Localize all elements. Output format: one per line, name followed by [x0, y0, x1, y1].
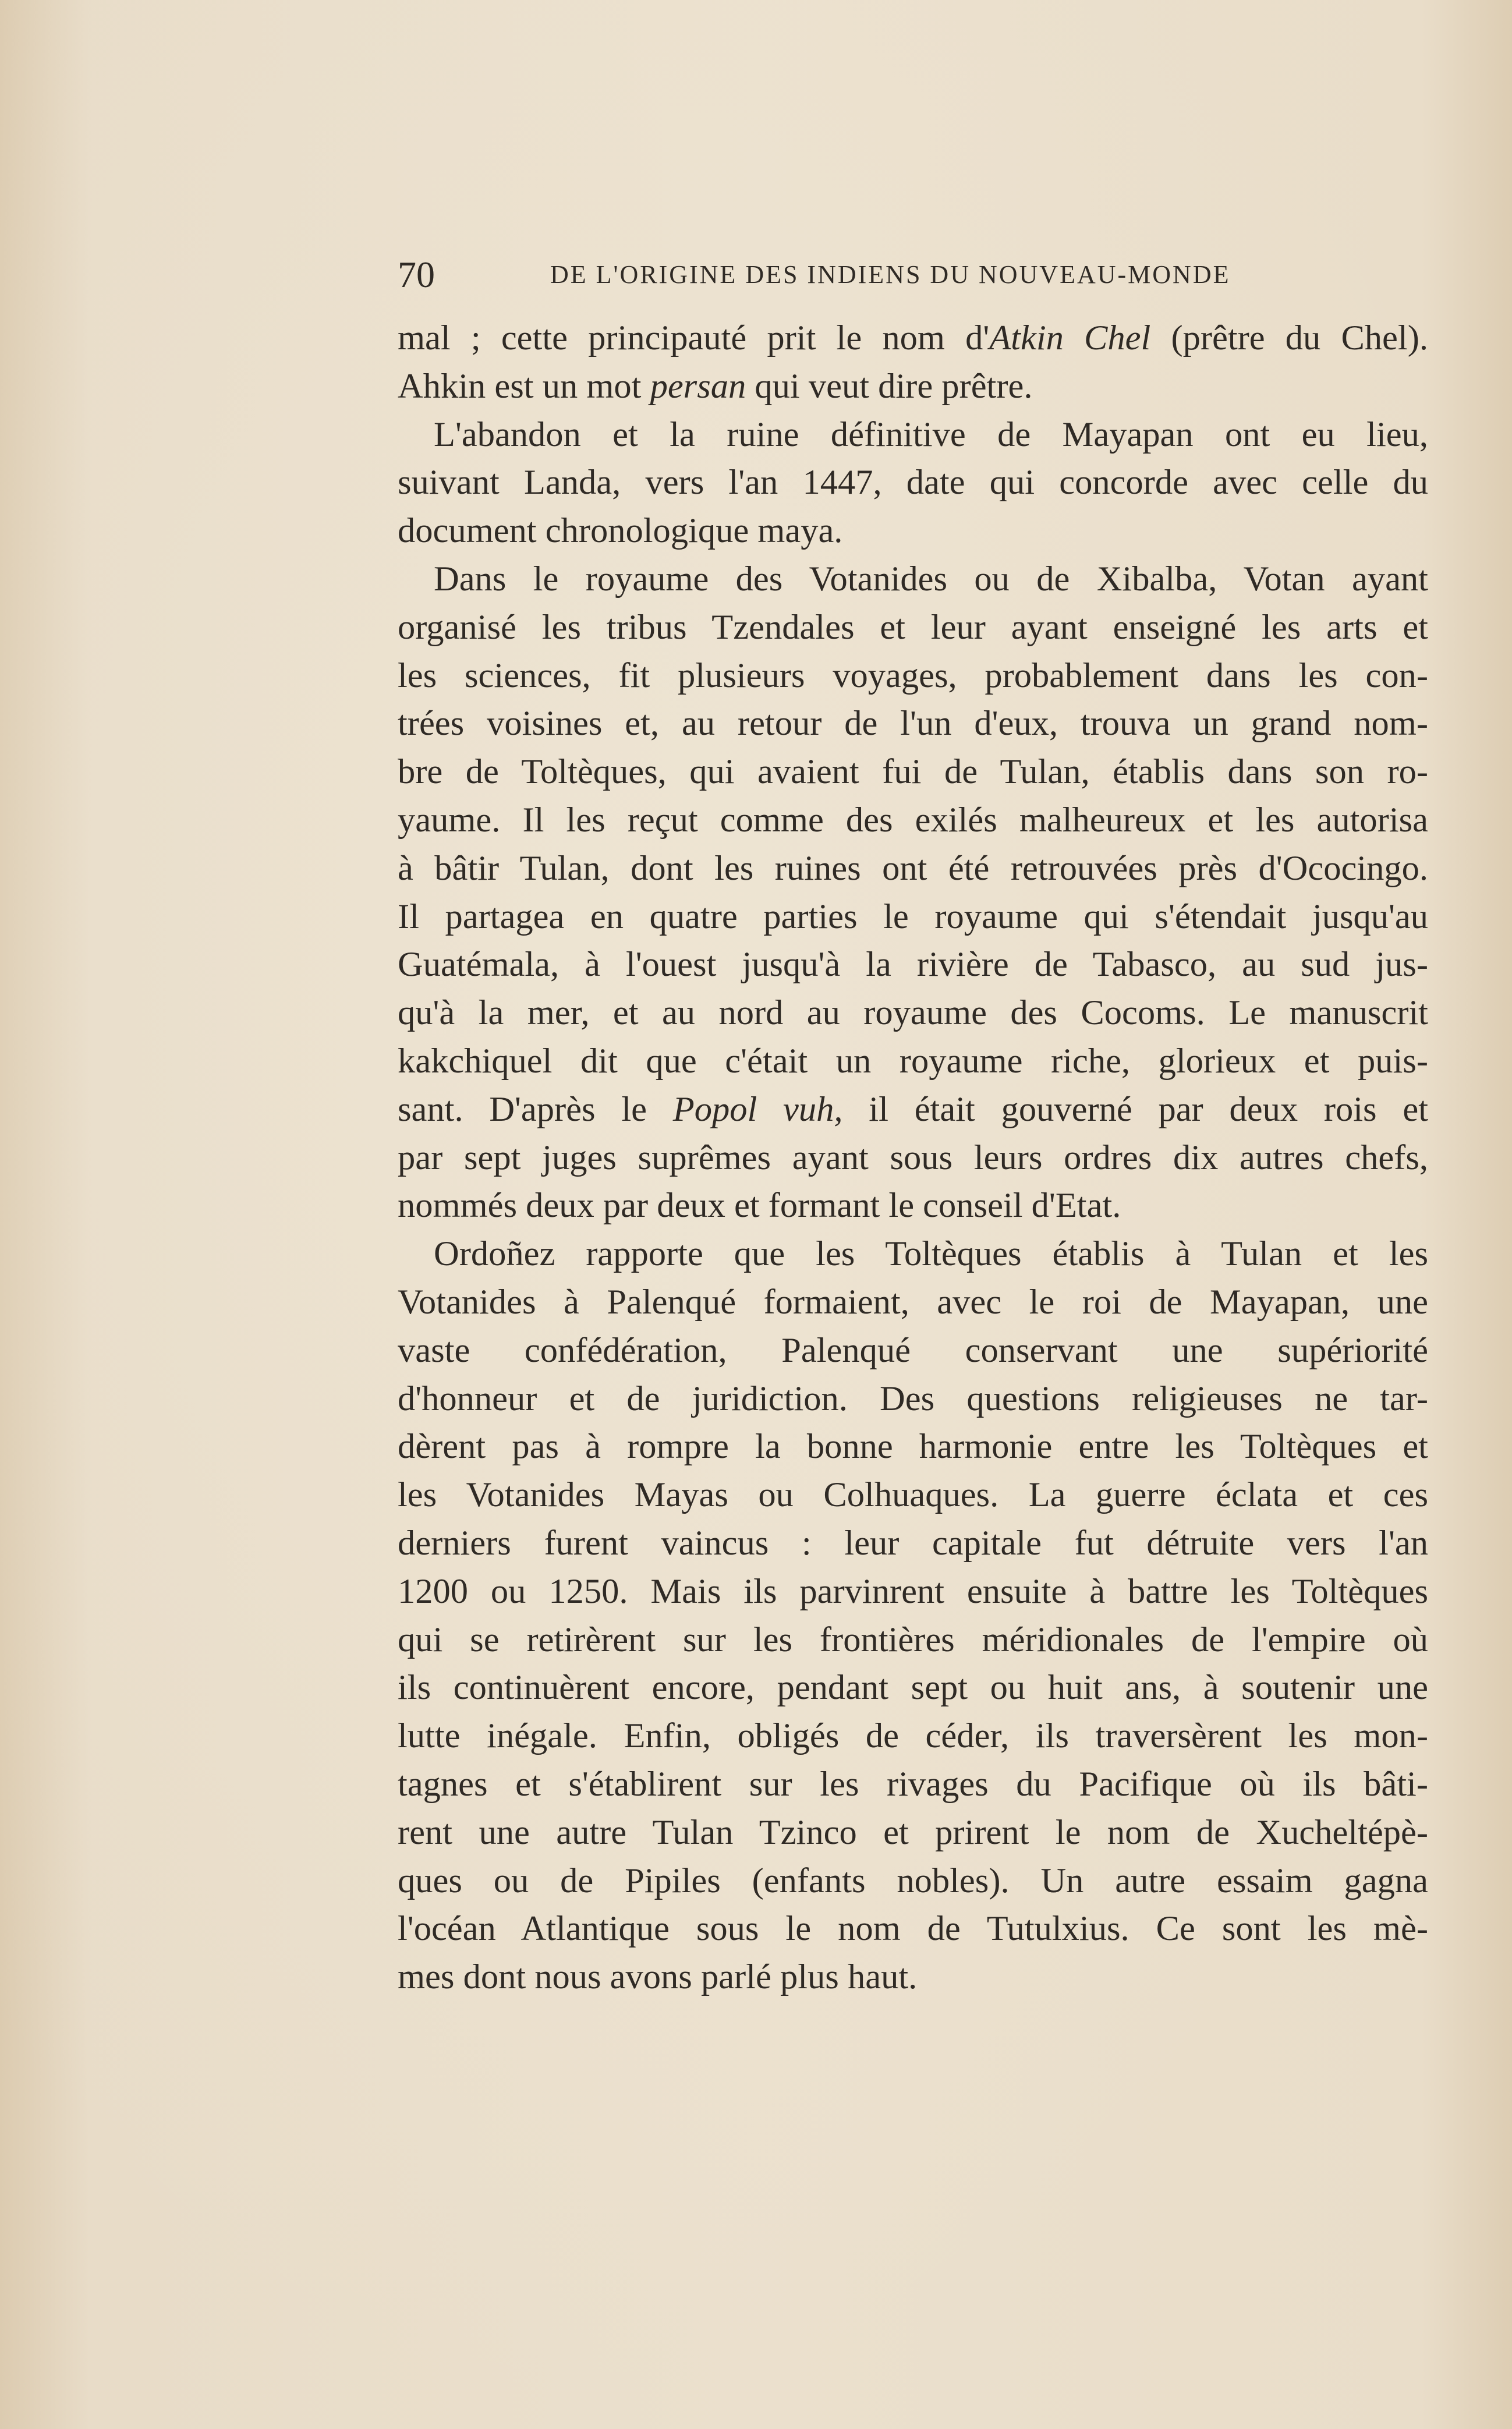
text-line: Ordoñez rapporte que les Toltèques établis à Tulan et les: [434, 1234, 1428, 1274]
text-line: ques ou de Pipiles (enfants nobles). Un autre essaim gagna: [398, 1861, 1428, 1900]
text-line: dèrent pas à rompre la bonne harmonie entre les Toltèques et: [398, 1427, 1428, 1467]
text-line: Dans le royaume des Votanides ou de Xibalba, Votan ayant: [434, 559, 1428, 599]
text-line: yaume. Il les reçut comme des exilés malheureux et les autorisa: [398, 800, 1428, 840]
text-line: l'océan Atlantique sous le nom de Tutulxius. Ce sont les mè-: [398, 1909, 1428, 1949]
page-number: 70: [398, 254, 435, 295]
text-line: Guatémala, à l'ouest jusqu'à la rivière de Tabasco, au sud jus-: [398, 945, 1428, 985]
text-line: bre de Toltèques, qui avaient fui de Tulan, établis dans son ro-: [398, 752, 1428, 792]
text-line: suivant Landa, vers l'an 1447, date qui concorde avec celle du: [398, 463, 1428, 502]
text-line: kakchiquel dit que c'était un royaume riche, glorieux et puis-: [398, 1041, 1428, 1081]
text-line: mes dont nous avons parlé plus haut.: [398, 1957, 918, 1997]
text-line: organisé les tribus Tzendales et leur ayant enseigné les arts et: [398, 607, 1428, 647]
body-text: [398, 314, 1428, 2002]
italic-term: persan: [650, 366, 746, 406]
italic-term: Popol vuh,: [672, 1089, 843, 1129]
text-line: Il partagea en quatre parties le royaume qui s'étendait jusqu'au: [398, 897, 1428, 936]
text-line: ils continuèrent encore, pendant sept ou huit ans, à soutenir une: [398, 1668, 1428, 1708]
text-line: L'abandon et la ruine définitive de Mayapan ont eu lieu,: [434, 415, 1428, 454]
text-line: sant. D'après le Popol vuh, il était gouverné par deux rois et: [398, 1089, 1429, 1129]
text-line: Votanides à Palenqué formaient, avec le roi de Mayapan, une: [398, 1282, 1428, 1322]
text-line: rent une autre Tulan Tzinco et prirent le nom de Xucheltépè-: [398, 1812, 1428, 1852]
text-line: lutte inégale. Enfin, obligés de céder, ils traversèrent les mon-: [398, 1716, 1428, 1756]
text-line: les Votanides Mayas ou Colhuaques. La guerre éclata et ces: [398, 1475, 1428, 1515]
text-line: derniers furent vaincus : leur capitale fut détruite vers l'an: [398, 1523, 1428, 1563]
running-head: [398, 252, 1271, 298]
italic-term: Atkin Chel: [989, 318, 1151, 357]
text-line: Ahkin est un mot persan qui veut dire prêtre.: [398, 366, 1033, 406]
text-line: qui se retirèrent sur les frontières méridionales de l'empire où: [398, 1620, 1428, 1659]
text-line: par sept juges suprêmes ayant sous leurs ordres dix autres chefs,: [398, 1138, 1428, 1177]
text-line: les sciences, fit plusieurs voyages, probablement dans les con-: [398, 656, 1428, 695]
running-title: DE L'ORIGINE DES INDIENS DU NOUVEAU-MONDE: [550, 260, 1231, 289]
text-line: mal ; cette principauté prit le nom d'Atkin Chel (prêtre du Chel).: [398, 318, 1428, 357]
text-line: 1200 ou 1250. Mais ils parvinrent ensuite à battre les Toltèques: [398, 1571, 1428, 1611]
text-line: vaste confédération, Palenqué conservant une supériorité: [398, 1330, 1428, 1370]
text-line: document chronologique maya.: [398, 511, 843, 551]
text-line: tagnes et s'établirent sur les rivages du Pacifique où ils bâti-: [398, 1764, 1428, 1804]
text-line: à bâtir Tulan, dont les ruines ont été retrouvées près d'Ococingo.: [398, 848, 1428, 888]
text-line: trées voisines et, au retour de l'un d'eux, trouva un grand nom-: [398, 704, 1428, 743]
text-line: d'honneur et de juridiction. Des questions religieuses ne tar-: [398, 1379, 1428, 1418]
text-line: qu'à la mer, et au nord au royaume des Cocoms. Le manuscrit: [398, 993, 1428, 1033]
text-line: nommés deux par deux et formant le conseil d'Etat.: [398, 1186, 1121, 1226]
